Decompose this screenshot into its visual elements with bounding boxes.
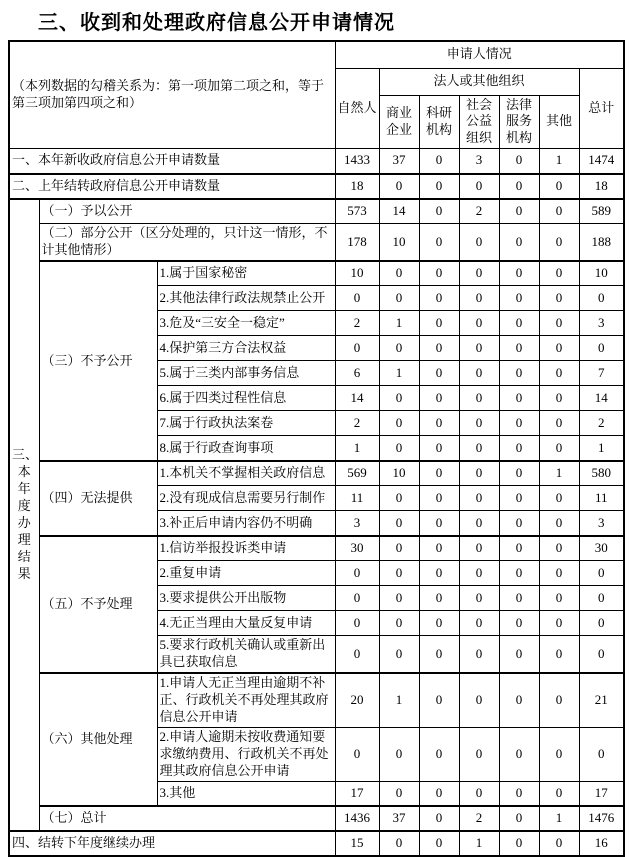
sub-row-label: 8.属于行政查询事项 xyxy=(157,436,335,461)
value-cell: 1 xyxy=(539,461,579,486)
value-cell: 0 xyxy=(539,224,579,261)
value-cell: 0 xyxy=(419,561,459,586)
value-cell: 0 xyxy=(459,586,499,611)
value-cell: 0 xyxy=(539,536,579,561)
header-org-col: 其他 xyxy=(539,95,579,149)
value-cell: 0 xyxy=(459,386,499,411)
value-cell: 0 xyxy=(419,361,459,386)
value-cell: 0 xyxy=(499,436,539,461)
section-label: （三）不予公开 xyxy=(39,261,157,461)
value-cell: 37 xyxy=(379,149,419,174)
value-cell: 2 xyxy=(459,199,499,224)
value-cell: 1 xyxy=(379,311,419,336)
value-cell: 1 xyxy=(539,149,579,174)
value-cell: 15 xyxy=(335,831,379,856)
value-cell: 0 xyxy=(539,586,579,611)
value-cell: 0 xyxy=(499,486,539,511)
value-cell: 0 xyxy=(379,781,419,806)
value-cell: 0 xyxy=(379,336,419,361)
value-cell: 0 xyxy=(419,636,459,673)
value-cell: 0 xyxy=(459,727,499,781)
value-cell: 2 xyxy=(335,411,379,436)
value-cell: 0 xyxy=(335,636,379,673)
row-label: （二）部分公开（区分处理的，只计这一情形，不计其他情形） xyxy=(39,224,335,261)
value-cell: 1433 xyxy=(335,149,379,174)
value-cell: 0 xyxy=(419,511,459,536)
value-cell: 0 xyxy=(459,561,499,586)
value-cell: 188 xyxy=(579,224,624,261)
value-cell: 0 xyxy=(579,636,624,673)
value-cell: 0 xyxy=(459,224,499,261)
row-label: 四、结转下年度继续办理 xyxy=(9,831,335,856)
value-cell: 0 xyxy=(499,727,539,781)
value-cell: 0 xyxy=(379,386,419,411)
section-label: （四）无法提供 xyxy=(39,461,157,536)
value-cell: 0 xyxy=(419,149,459,174)
value-cell: 7 xyxy=(579,361,624,386)
value-cell: 0 xyxy=(539,174,579,199)
value-cell: 20 xyxy=(335,673,379,727)
value-cell: 0 xyxy=(499,386,539,411)
value-cell: 18 xyxy=(335,174,379,199)
value-cell: 0 xyxy=(579,611,624,636)
value-cell: 0 xyxy=(379,511,419,536)
value-cell: 0 xyxy=(379,261,419,286)
row-label: （七）总计 xyxy=(39,806,335,831)
value-cell: 0 xyxy=(459,781,499,806)
value-cell: 3 xyxy=(579,311,624,336)
value-cell: 0 xyxy=(539,727,579,781)
header-applicant-status: 申请人情况 xyxy=(335,41,624,68)
value-cell: 589 xyxy=(579,199,624,224)
value-cell: 17 xyxy=(579,781,624,806)
value-cell: 0 xyxy=(459,286,499,311)
value-cell: 6 xyxy=(335,361,379,386)
sub-row-label: 1.信访举报投诉类申请 xyxy=(157,536,335,561)
row-label: 一、本年新收政府信息公开申请数量 xyxy=(9,149,335,174)
value-cell: 0 xyxy=(419,199,459,224)
table-body xyxy=(9,41,624,856)
value-cell: 0 xyxy=(499,536,539,561)
value-cell: 0 xyxy=(539,286,579,311)
value-cell: 0 xyxy=(539,486,579,511)
section-label: （六）其他处理 xyxy=(39,673,157,806)
value-cell: 0 xyxy=(579,286,624,311)
corner-note: （本列数据的勾稽关系为：第一项加第二项之和，等于第三项加第四项之和） xyxy=(9,41,335,149)
value-cell: 0 xyxy=(419,727,459,781)
value-cell: 0 xyxy=(419,261,459,286)
header-org-col: 社会公益组织 xyxy=(459,95,499,149)
value-cell: 0 xyxy=(419,436,459,461)
value-cell: 0 xyxy=(419,586,459,611)
header-total: 总计 xyxy=(579,68,624,149)
value-cell: 0 xyxy=(499,831,539,856)
value-cell: 10 xyxy=(579,261,624,286)
value-cell: 30 xyxy=(579,536,624,561)
header-org-col: 科研机构 xyxy=(419,95,459,149)
value-cell: 0 xyxy=(539,636,579,673)
value-cell: 0 xyxy=(579,336,624,361)
sub-row-label: 2.申请人逾期未按收费通知要求缴纳费用、行政机关不再处理其政府信息公开申请 xyxy=(157,727,335,781)
sub-row-label: 1.本机关不掌握相关政府信息 xyxy=(157,461,335,486)
sub-row-label: 4.保护第三方合法权益 xyxy=(157,336,335,361)
value-cell: 0 xyxy=(419,411,459,436)
value-cell: 2 xyxy=(579,411,624,436)
value-cell: 0 xyxy=(419,806,459,831)
value-cell: 0 xyxy=(579,561,624,586)
value-cell: 0 xyxy=(419,831,459,856)
value-cell: 1 xyxy=(379,673,419,727)
value-cell: 0 xyxy=(499,224,539,261)
sub-row-label: 7.属于行政执法案卷 xyxy=(157,411,335,436)
value-cell: 580 xyxy=(579,461,624,486)
sub-row-label: 4.无正当理由大量反复申请 xyxy=(157,611,335,636)
value-cell: 21 xyxy=(579,673,624,727)
value-cell: 14 xyxy=(335,386,379,411)
value-cell: 0 xyxy=(539,673,579,727)
section-label: （五）不予处理 xyxy=(39,536,157,673)
value-cell: 0 xyxy=(379,561,419,586)
value-cell: 0 xyxy=(499,411,539,436)
value-cell: 0 xyxy=(499,336,539,361)
value-cell: 1436 xyxy=(335,806,379,831)
value-cell: 0 xyxy=(459,536,499,561)
value-cell: 2 xyxy=(459,806,499,831)
value-cell: 1 xyxy=(539,806,579,831)
sub-row-label: 6.属于四类过程性信息 xyxy=(157,386,335,411)
value-cell: 0 xyxy=(539,361,579,386)
page-title: 三、收到和处理政府信息公开申请情况 xyxy=(38,12,395,34)
sub-row-label: 3.危及“三安全一稳定” xyxy=(157,311,335,336)
value-cell: 0 xyxy=(539,261,579,286)
value-cell: 2 xyxy=(335,311,379,336)
value-cell: 0 xyxy=(459,411,499,436)
value-cell: 37 xyxy=(379,806,419,831)
sub-row-label: 1.申请人无正当理由逾期不补正、行政机关不再处理其政府信息公开申请 xyxy=(157,673,335,727)
value-cell: 0 xyxy=(459,336,499,361)
value-cell: 0 xyxy=(335,561,379,586)
value-cell: 0 xyxy=(499,261,539,286)
value-cell: 0 xyxy=(499,586,539,611)
value-cell: 0 xyxy=(419,461,459,486)
value-cell: 0 xyxy=(539,199,579,224)
value-cell: 0 xyxy=(419,781,459,806)
value-cell: 1 xyxy=(335,436,379,461)
sub-row-label: 2.其他法律行政法规禁止公开 xyxy=(157,286,335,311)
value-cell: 10 xyxy=(379,224,419,261)
value-cell: 0 xyxy=(419,336,459,361)
sub-row-label: 3.其他 xyxy=(157,781,335,806)
value-cell: 0 xyxy=(379,436,419,461)
value-cell: 0 xyxy=(539,831,579,856)
value-cell: 0 xyxy=(379,636,419,673)
value-cell: 0 xyxy=(459,636,499,673)
value-cell: 0 xyxy=(539,611,579,636)
value-cell: 0 xyxy=(419,611,459,636)
value-cell: 30 xyxy=(335,536,379,561)
value-cell: 0 xyxy=(499,174,539,199)
stub-label-annual-results: 三、本年度办理结果 xyxy=(9,199,39,831)
value-cell: 10 xyxy=(379,461,419,486)
sub-row-label: 2.重复申请 xyxy=(157,561,335,586)
sub-row-label: 3.要求提供公开出版物 xyxy=(157,586,335,611)
header-natural-person: 自然人 xyxy=(335,68,379,149)
header-org-col: 法律服务机构 xyxy=(499,95,539,149)
value-cell: 0 xyxy=(499,311,539,336)
value-cell: 17 xyxy=(335,781,379,806)
value-cell: 0 xyxy=(539,386,579,411)
sub-row-label: 1.属于国家秘密 xyxy=(157,261,335,286)
value-cell: 0 xyxy=(459,261,499,286)
value-cell: 0 xyxy=(459,611,499,636)
value-cell: 0 xyxy=(379,174,419,199)
value-cell: 0 xyxy=(499,149,539,174)
value-cell: 0 xyxy=(459,361,499,386)
value-cell: 0 xyxy=(459,436,499,461)
value-cell: 0 xyxy=(335,586,379,611)
value-cell: 0 xyxy=(459,461,499,486)
value-cell: 1 xyxy=(379,361,419,386)
value-cell: 0 xyxy=(419,286,459,311)
value-cell: 0 xyxy=(579,727,624,781)
header-legal-org-group: 法人或其他组织 xyxy=(379,68,579,95)
sub-row-label: 5.属于三类内部事务信息 xyxy=(157,361,335,386)
value-cell: 3 xyxy=(459,149,499,174)
value-cell: 0 xyxy=(539,436,579,461)
value-cell: 0 xyxy=(419,386,459,411)
value-cell: 569 xyxy=(335,461,379,486)
value-cell: 0 xyxy=(419,486,459,511)
value-cell: 0 xyxy=(379,831,419,856)
value-cell: 0 xyxy=(379,411,419,436)
value-cell: 3 xyxy=(579,511,624,536)
value-cell: 0 xyxy=(539,336,579,361)
value-cell: 1474 xyxy=(579,149,624,174)
value-cell: 0 xyxy=(499,806,539,831)
value-cell: 0 xyxy=(499,673,539,727)
value-cell: 0 xyxy=(459,673,499,727)
value-cell: 16 xyxy=(579,831,624,856)
value-cell: 0 xyxy=(499,199,539,224)
value-cell: 0 xyxy=(459,311,499,336)
value-cell: 0 xyxy=(419,536,459,561)
value-cell: 0 xyxy=(499,361,539,386)
row-label: 二、上年结转政府信息公开申请数量 xyxy=(9,174,335,199)
value-cell: 0 xyxy=(539,511,579,536)
value-cell: 0 xyxy=(539,561,579,586)
value-cell: 0 xyxy=(579,586,624,611)
value-cell: 0 xyxy=(379,536,419,561)
value-cell: 0 xyxy=(379,586,419,611)
value-cell: 0 xyxy=(539,411,579,436)
value-cell: 0 xyxy=(499,636,539,673)
value-cell: 0 xyxy=(379,286,419,311)
value-cell: 0 xyxy=(459,511,499,536)
sub-row-label: 2.没有现成信息需要另行制作 xyxy=(157,486,335,511)
sub-row-label: 3.补正后申请内容仍不明确 xyxy=(157,511,335,536)
value-cell: 14 xyxy=(379,199,419,224)
value-cell: 1 xyxy=(579,436,624,461)
value-cell: 18 xyxy=(579,174,624,199)
value-cell: 0 xyxy=(335,336,379,361)
value-cell: 0 xyxy=(499,611,539,636)
value-cell: 0 xyxy=(419,311,459,336)
value-cell: 0 xyxy=(335,611,379,636)
row-label: （一）予以公开 xyxy=(39,199,335,224)
value-cell: 0 xyxy=(335,727,379,781)
value-cell: 0 xyxy=(499,781,539,806)
header-org-col: 商业企业 xyxy=(379,95,419,149)
disclosure-request-table xyxy=(8,40,625,857)
value-cell: 11 xyxy=(579,486,624,511)
value-cell: 1 xyxy=(459,831,499,856)
value-cell: 0 xyxy=(419,673,459,727)
value-cell: 1476 xyxy=(579,806,624,831)
value-cell: 14 xyxy=(579,386,624,411)
value-cell: 0 xyxy=(419,224,459,261)
value-cell: 0 xyxy=(459,174,499,199)
value-cell: 0 xyxy=(499,286,539,311)
value-cell: 10 xyxy=(335,261,379,286)
value-cell: 0 xyxy=(419,174,459,199)
value-cell: 0 xyxy=(379,727,419,781)
value-cell: 178 xyxy=(335,224,379,261)
value-cell: 0 xyxy=(539,311,579,336)
value-cell: 3 xyxy=(335,511,379,536)
value-cell: 0 xyxy=(379,486,419,511)
sub-row-label: 5.要求行政机关确认或重新出具已获取信息 xyxy=(157,636,335,673)
value-cell: 0 xyxy=(335,286,379,311)
value-cell: 0 xyxy=(499,561,539,586)
value-cell: 0 xyxy=(499,511,539,536)
value-cell: 0 xyxy=(459,486,499,511)
value-cell: 0 xyxy=(499,461,539,486)
value-cell: 0 xyxy=(539,781,579,806)
value-cell: 573 xyxy=(335,199,379,224)
value-cell: 11 xyxy=(335,486,379,511)
value-cell: 0 xyxy=(379,611,419,636)
